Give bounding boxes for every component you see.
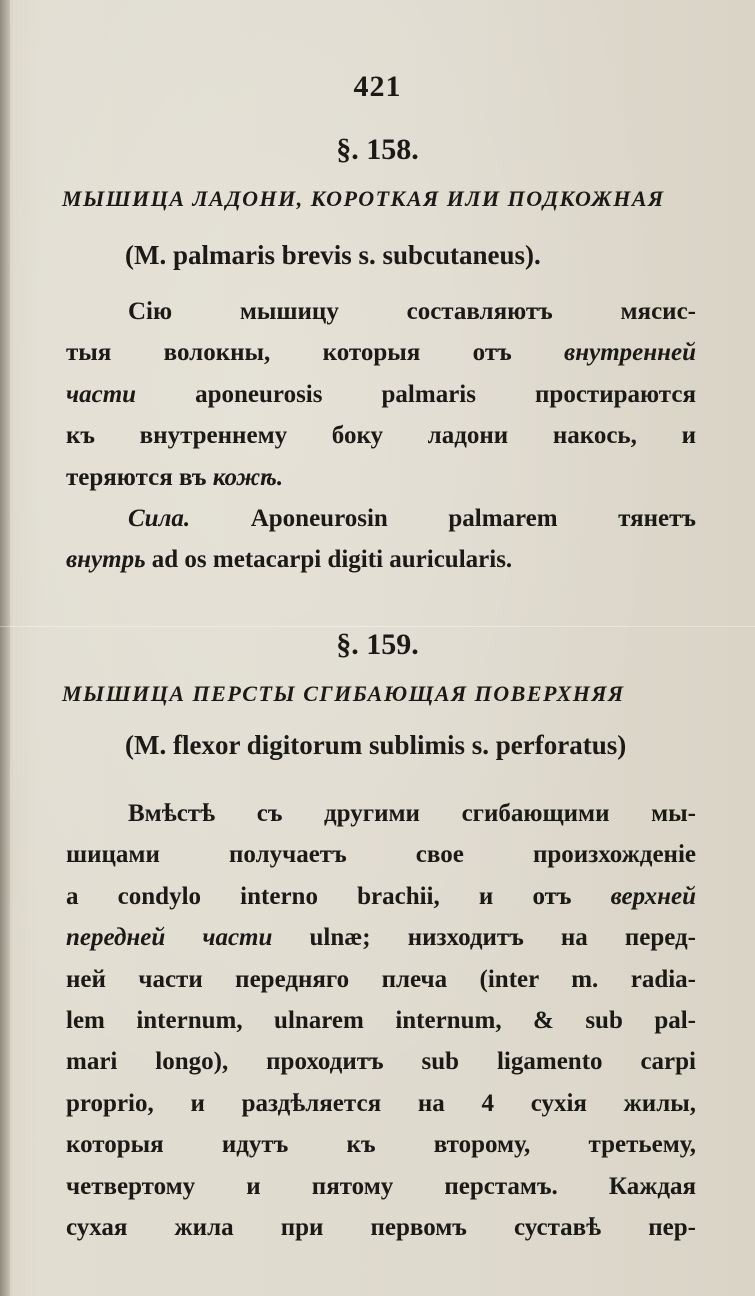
text-line: ней части передняго плеча (inter m. radia- <box>66 965 696 993</box>
text-line: Вмѣстѣ съ другими сгибающими мы- <box>128 800 696 827</box>
page-fold <box>0 626 755 627</box>
section-mark-158: §. 158. <box>336 133 419 166</box>
text-line: Сію мышицу составляютъ мясис- <box>128 298 696 325</box>
section-heading-159: МЫШИЦА ПЕРСТЫ СГИБАЮЩАЯ ПОВЕРХНЯЯ <box>62 681 625 706</box>
section-text-159 <box>66 793 696 1248</box>
text-line: четвертому и пятому перстамъ. Каждая <box>66 1172 696 1200</box>
text-line: къ внутреннему боку ладони накось, и <box>66 422 696 450</box>
text-line: шицами получаетъ свое произхожденіе <box>66 841 696 869</box>
latin-title-159: (M. flexor digitorum sublimis s. perforatus) <box>125 730 627 760</box>
latin-title-158: (M. palmaris brevis s. subcutaneus). <box>125 240 541 270</box>
text-line: lem internum, ulnarem internum, & sub pal- <box>66 1007 696 1035</box>
text-line: части aponeurosis palmaris простираются <box>66 380 696 408</box>
text-line: proprio, и раздѣляется на 4 сухія жилы, <box>66 1089 696 1117</box>
text-line: сухая жила при первомъ суставѣ пер- <box>66 1214 696 1242</box>
section-text-158 <box>66 291 696 581</box>
text-line: Сила. Aponeurosin palmarem тянетъ <box>128 505 696 533</box>
text-line: которыя идутъ къ второму, третьему, <box>66 1131 696 1159</box>
text-line: теряются въ кожѣ. <box>66 463 284 491</box>
text-line: тыя волокны, которыя отъ внутренней <box>66 339 696 367</box>
section-mark-159: §. 159. <box>336 628 419 661</box>
page-number: 421 <box>353 70 402 103</box>
text-line: a condylo interno brachii, и отъ верхней <box>66 882 696 910</box>
section-heading-158: МЫШИЦА ЛАДОНИ, КОРОТКАЯ ИЛИ ПОДКОЖНАЯ <box>62 186 665 211</box>
text-line: передней части ulnæ; низходитъ на перед- <box>66 924 696 952</box>
text-line: mari longo), проходитъ sub ligamento carpi <box>66 1048 696 1076</box>
text-line: внутрь ad os metacarpi digiti auricularis. <box>66 546 513 574</box>
